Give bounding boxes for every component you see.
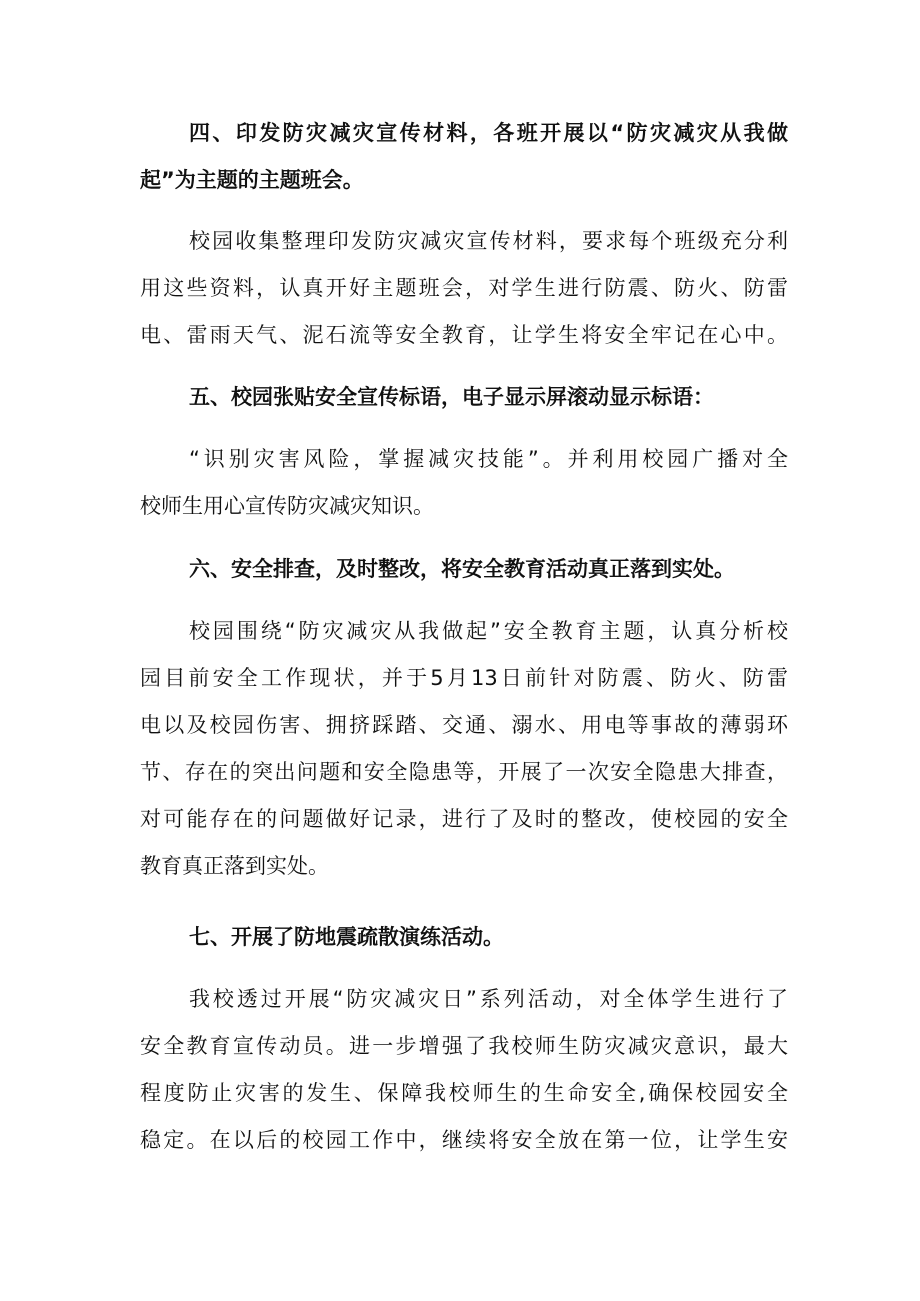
- heading-section-6: [140, 546, 788, 593]
- paragraph-line: 电、雷雨天气、泥石流等安全教育，让学生将安全牢记在心中。: [140, 323, 788, 347]
- heading-section-7: [140, 914, 788, 961]
- heading-section-4: [140, 110, 788, 204]
- paragraph-line: “识别灾害风险，掌握减灾技能”。并利用校园广播对全: [189, 447, 788, 471]
- paragraph-line: 稳定。在以后的校园工作中，继续将安全放在第一位，让学生安: [140, 1128, 788, 1152]
- paragraph-line: 对可能存在的问题做好记录，进行了及时的整改，使校园的安全: [140, 807, 788, 831]
- heading-line: 六、安全排查，及时整改，将安全教育活动真正落到实处。: [189, 557, 735, 581]
- paragraph-line: 校园围绕“防灾减灾从我做起”安全教育主题，认真分析校: [189, 619, 788, 643]
- paragraph-line: 园目前安全工作现状，并于5月13日前针对防震、防火、防雷: [140, 666, 788, 690]
- heading-line: 起”为主题的主题班会。: [140, 168, 364, 192]
- heading-line: 五、校园张贴安全宣传标语，电子显示屏滚动显示标语：: [189, 385, 714, 409]
- heading-section-5: [140, 374, 788, 421]
- paragraph-line: 安全教育宣传动员。进一步增强了我校师生防灾减灾意识，最大: [140, 1034, 788, 1058]
- paragraph-line: 电以及校园伤害、拥挤踩踏、交通、溺水、用电等事故的薄弱环: [140, 713, 788, 737]
- paragraph-line: 用这些资料，认真开好主题班会，对学生进行防震、防火、防雷: [140, 276, 788, 300]
- paragraph-line: 节、存在的突出问题和安全隐患等，开展了一次安全隐患大排查，: [140, 760, 788, 784]
- paragraph-line: 校园收集整理印发防灾减灾宣传材料，要求每个班级充分利: [189, 229, 788, 253]
- paragraph-line: 教育真正落到实处。: [140, 854, 329, 878]
- heading-line: 四、印发防灾减灾宣传材料，各班开展以“防灾减灾从我做: [189, 121, 788, 145]
- heading-line: 七、开展了防地震疏散演练活动。: [189, 925, 504, 949]
- paragraph-line: 校师生用心宣传防灾减灾知识。: [140, 494, 434, 518]
- paragraph-line: 我校透过开展“防灾减灾日”系列活动，对全体学生进行了: [189, 987, 788, 1011]
- paragraph-section-6: [140, 608, 788, 890]
- paragraph-line: 程度防止灾害的发生、保障我校师生的生命安全,确保校园安全: [140, 1081, 788, 1105]
- paragraph-section-7: [140, 976, 788, 1164]
- paragraph-section-5: [140, 436, 788, 530]
- paragraph-section-4: [140, 218, 788, 359]
